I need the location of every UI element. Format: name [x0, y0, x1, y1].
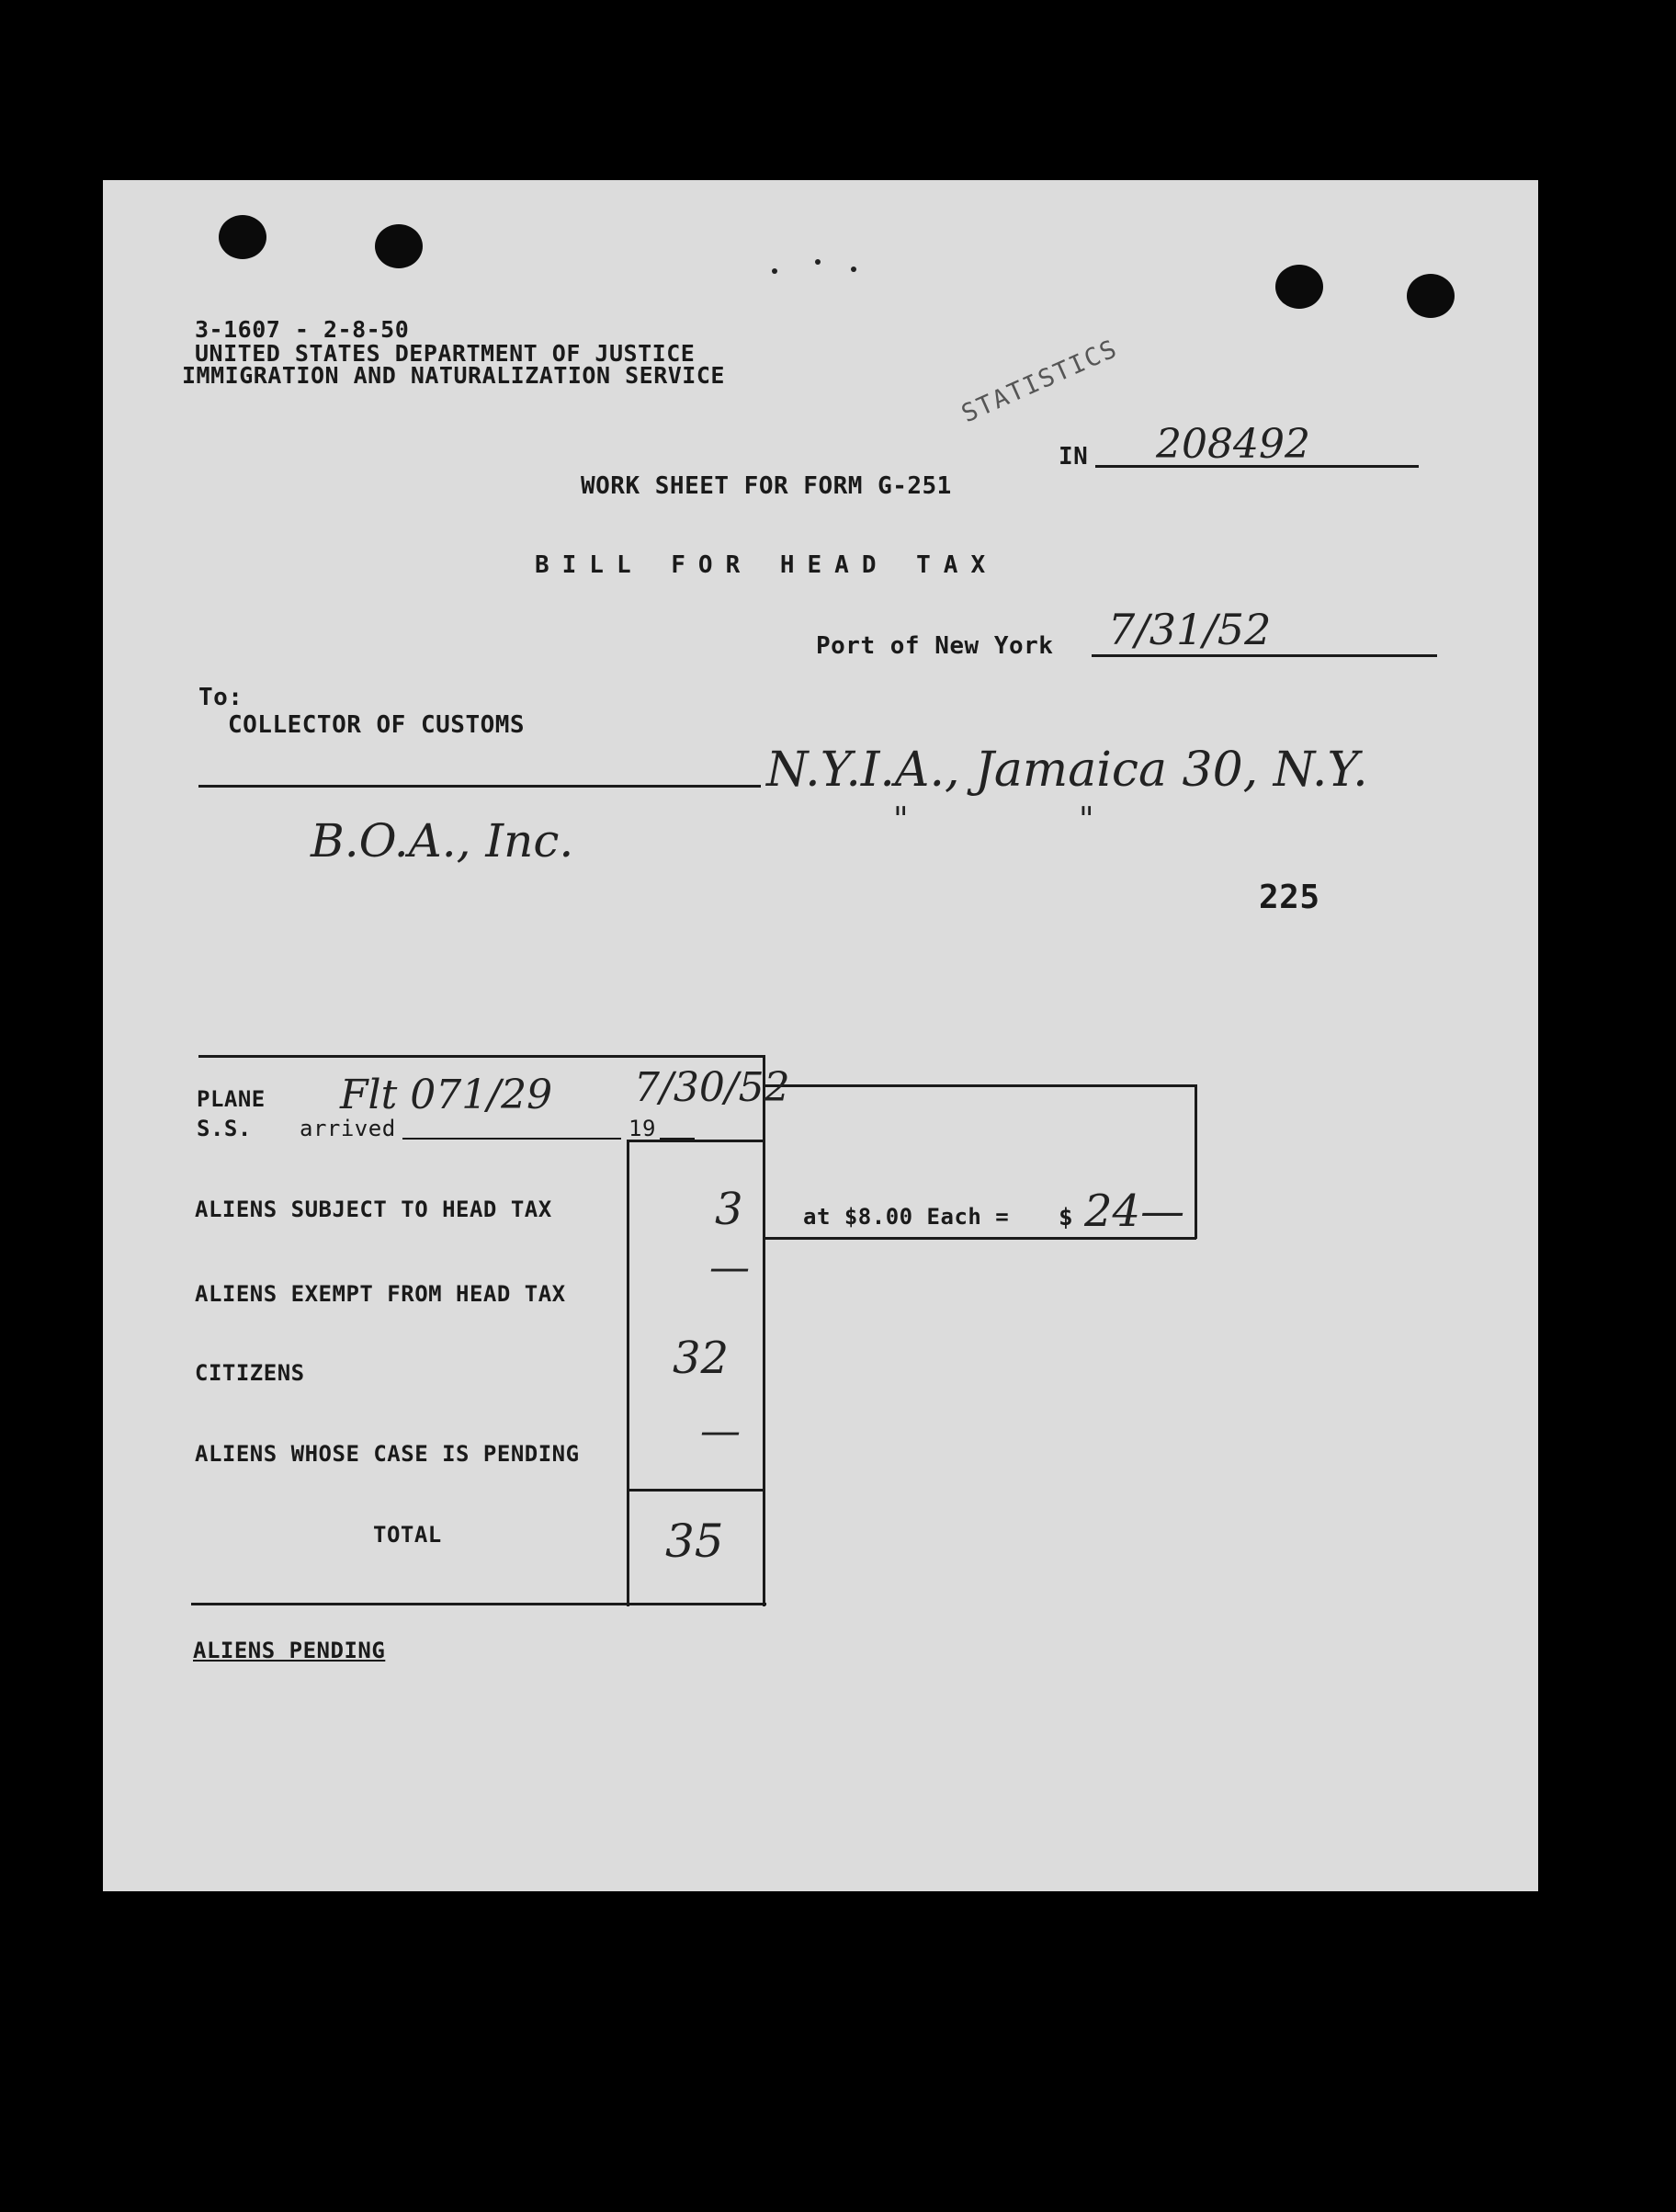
punch-hole	[375, 224, 423, 268]
row-label-citizens: CITIZENS	[195, 1360, 305, 1386]
arrival-date: 7/30/52	[634, 1064, 790, 1111]
speck	[815, 259, 821, 265]
year-prefix: 19	[628, 1116, 656, 1141]
speck	[851, 267, 856, 272]
aliens-pending-label: ALIENS PENDING	[193, 1638, 386, 1663]
in-number: 208492	[1156, 421, 1310, 468]
table-right-divider	[763, 1055, 765, 1606]
arrived-label: arrived	[300, 1116, 396, 1141]
row-value-citizens: 32	[673, 1333, 730, 1384]
tax-amount: 24—	[1084, 1185, 1185, 1237]
tax-box-top	[763, 1084, 1196, 1087]
in-label: IN	[1059, 443, 1089, 471]
tax-box-bottom	[763, 1237, 1196, 1240]
total-top-rule	[627, 1489, 764, 1492]
carrier-location: N.Y.I.A., Jamaica 30, N.Y.	[766, 743, 1368, 798]
bill-title: BILL FOR HEAD TAX	[535, 551, 999, 579]
arrived-underline	[402, 1138, 621, 1140]
collector-name: COLLECTOR OF CUSTOMS	[228, 711, 526, 739]
port-label: Port of New York	[816, 632, 1054, 660]
row-value-exempt: —	[709, 1244, 750, 1291]
table-inner-divider	[627, 1140, 629, 1606]
carrier-name: B.O.A., Inc.	[311, 814, 574, 868]
tax-box-right	[1195, 1084, 1197, 1239]
worksheet-title: WORK SHEET FOR FORM G-251	[581, 472, 952, 500]
ss-label: S.S.	[197, 1116, 252, 1141]
department-name: UNITED STATES DEPARTMENT OF JUSTICE	[195, 340, 696, 367]
tax-currency: $	[1059, 1204, 1074, 1231]
row-label-exempt: ALIENS EXEMPT FROM HEAD TAX	[195, 1281, 566, 1307]
row-value-subject: 3	[715, 1184, 743, 1235]
row-label-subject: ALIENS SUBJECT TO HEAD TAX	[195, 1197, 552, 1222]
table-top-rule	[198, 1055, 764, 1058]
total-label: TOTAL	[373, 1522, 442, 1548]
row-value-pending: —	[700, 1408, 741, 1455]
tax-rate-text: at $8.00 Each =	[803, 1204, 1010, 1230]
to-label: To:	[198, 684, 243, 711]
punch-hole	[219, 215, 266, 259]
table-bottom-rule	[191, 1603, 766, 1605]
total-value: 35	[665, 1514, 724, 1568]
plane-label: PLANE	[197, 1086, 266, 1112]
code-number: 225	[1259, 879, 1320, 916]
port-date-underline	[1092, 654, 1437, 657]
collector-underline	[198, 785, 761, 788]
year-underline	[660, 1138, 695, 1140]
port-date: 7/31/52	[1108, 605, 1272, 654]
form-code: 3-1607 - 2-8-50	[195, 316, 410, 343]
ditto-mark: "	[893, 801, 909, 839]
flight-number: Flt 071/29	[340, 1072, 553, 1118]
punch-hole	[1275, 265, 1323, 309]
speck	[772, 268, 777, 274]
punch-hole	[1407, 274, 1455, 318]
ditto-mark: "	[1079, 801, 1094, 839]
row-label-pending: ALIENS WHOSE CASE IS PENDING	[195, 1441, 580, 1467]
document-page	[103, 180, 1538, 1891]
service-name: IMMIGRATION AND NATURALIZATION SERVICE	[182, 362, 725, 389]
statistics-stamp: STATISTICS	[957, 334, 1123, 429]
